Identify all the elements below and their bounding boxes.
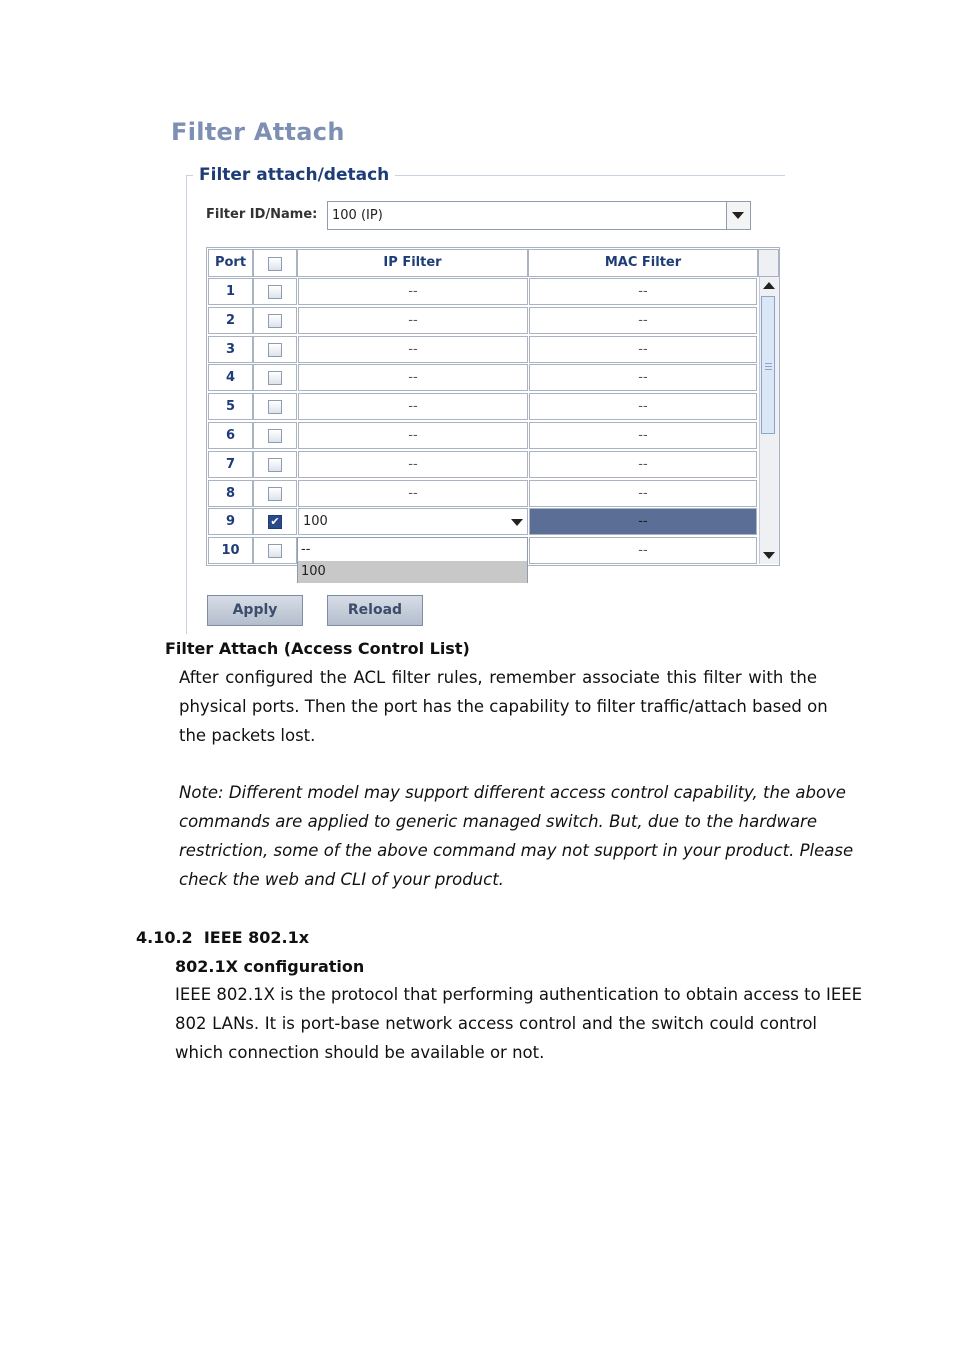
paragraph-line: After configured the ACL filter rules, remember associate this filter with the [179, 668, 817, 687]
port-number: 9 [208, 508, 253, 535]
dropdown-option[interactable]: -- [301, 542, 311, 557]
port-checkbox[interactable] [268, 371, 282, 385]
row-select-cell [253, 336, 297, 363]
mac-filter-select[interactable]: -- [529, 537, 757, 564]
port-checkbox[interactable] [268, 314, 282, 328]
apply-button[interactable]: Apply [207, 595, 303, 626]
row-select-cell [253, 537, 297, 564]
row-select-cell [253, 364, 297, 391]
select-all-checkbox[interactable] [268, 257, 282, 271]
dropdown-option-selected[interactable]: 100 [298, 561, 527, 583]
port-number: 2 [208, 307, 253, 334]
page-title: Filter Attach [171, 118, 345, 146]
mac-filter-select[interactable]: -- [529, 364, 757, 391]
port-number: 8 [208, 480, 253, 507]
port-checkbox[interactable]: ✔ [268, 515, 282, 529]
ip-filter-select[interactable]: -- [298, 307, 528, 334]
note-paragraph [179, 778, 854, 894]
fieldset-legend: Filter attach/detach [193, 165, 395, 185]
note-line: check the web and CLI of your product. [179, 870, 504, 889]
scroll-up-icon[interactable] [763, 282, 775, 289]
header-scroll-gap [758, 249, 779, 277]
column-header-ip-filter: IP Filter [297, 249, 528, 277]
mac-filter-select[interactable]: -- [529, 451, 757, 478]
ip-filter-select[interactable]: -- [298, 278, 528, 305]
ip-filter-select[interactable]: -- [298, 451, 528, 478]
row-select-cell [253, 422, 297, 449]
chevron-down-icon[interactable] [726, 202, 750, 229]
ip-filter-select[interactable] [298, 508, 528, 535]
row-select-cell [253, 307, 297, 334]
ip-filter-select[interactable]: -- [298, 422, 528, 449]
row-select-cell [253, 508, 297, 535]
paragraph-line: which connection should be available or not. [175, 1043, 545, 1062]
filter-id-label: Filter ID/Name: [206, 207, 318, 222]
filter-id-value: 100 (IP) [332, 208, 383, 223]
port-number: 4 [208, 364, 253, 391]
port-number: 6 [208, 422, 253, 449]
mac-filter-select[interactable]: -- [529, 480, 757, 507]
port-filter-table [206, 247, 780, 566]
paragraph-line: physical ports. Then the port has the capability to filter traffic/attach based on [179, 697, 828, 716]
note-line: restriction, some of the above command may not support in your product. Please [179, 841, 854, 860]
note-line: Note: Different model may support different access control capability, the above [179, 783, 846, 802]
port-checkbox[interactable] [268, 429, 282, 443]
port-checkbox[interactable] [268, 544, 282, 558]
port-number: 1 [208, 278, 253, 305]
column-header-port: Port [208, 249, 253, 277]
port-number: 5 [208, 393, 253, 420]
filter-id-select[interactable] [327, 201, 751, 230]
row-select-cell [253, 451, 297, 478]
port-checkbox[interactable] [268, 487, 282, 501]
paragraph-line: the packets lost. [179, 726, 316, 745]
mac-filter-select[interactable]: -- [529, 307, 757, 334]
paragraph-line: IEEE 802.1X is the protocol that performing authentication to obtain access to IEEE [175, 985, 863, 1004]
ip-filter-select[interactable]: -- [298, 480, 528, 507]
section-heading: 4.10.2 IEEE 802.1x [136, 928, 310, 947]
column-header-select [253, 249, 297, 277]
mac-filter-select[interactable]: -- [529, 336, 757, 363]
ip-filter-select[interactable]: -- [298, 393, 528, 420]
figure-caption: Filter Attach (Access Control List) [165, 639, 470, 658]
port-checkbox[interactable] [268, 458, 282, 472]
mac-filter-select[interactable]: -- [529, 508, 757, 535]
port-number: 10 [208, 537, 253, 564]
port-number: 7 [208, 451, 253, 478]
port-number: 3 [208, 336, 253, 363]
chevron-down-icon[interactable] [511, 519, 523, 526]
scroll-down-icon[interactable] [763, 552, 775, 559]
paragraph-acl [179, 663, 828, 750]
port-checkbox[interactable] [268, 400, 282, 414]
paragraph-line: 802 LANs. It is port-base network access control and the switch could control [175, 1014, 817, 1033]
paragraph-8021x [175, 980, 863, 1067]
row-select-cell [253, 278, 297, 305]
scrollbar-thumb[interactable] [761, 296, 775, 434]
subheading: 802.1X configuration [175, 957, 365, 976]
port-checkbox[interactable] [268, 343, 282, 357]
note-line: commands are applied to generic managed switch. But, due to the hardware [179, 812, 817, 831]
port-checkbox[interactable] [268, 285, 282, 299]
ip-filter-value: 100 [303, 514, 328, 529]
reload-button[interactable]: Reload [327, 595, 423, 626]
mac-filter-select[interactable]: -- [529, 278, 757, 305]
mac-filter-select[interactable]: -- [529, 422, 757, 449]
ip-filter-dropdown-list[interactable] [297, 537, 528, 583]
ip-filter-select[interactable]: -- [298, 364, 528, 391]
mac-filter-select[interactable]: -- [529, 393, 757, 420]
ip-filter-select[interactable]: -- [298, 336, 528, 363]
row-select-cell [253, 480, 297, 507]
row-select-cell [253, 393, 297, 420]
column-header-mac-filter: MAC Filter [528, 249, 758, 277]
